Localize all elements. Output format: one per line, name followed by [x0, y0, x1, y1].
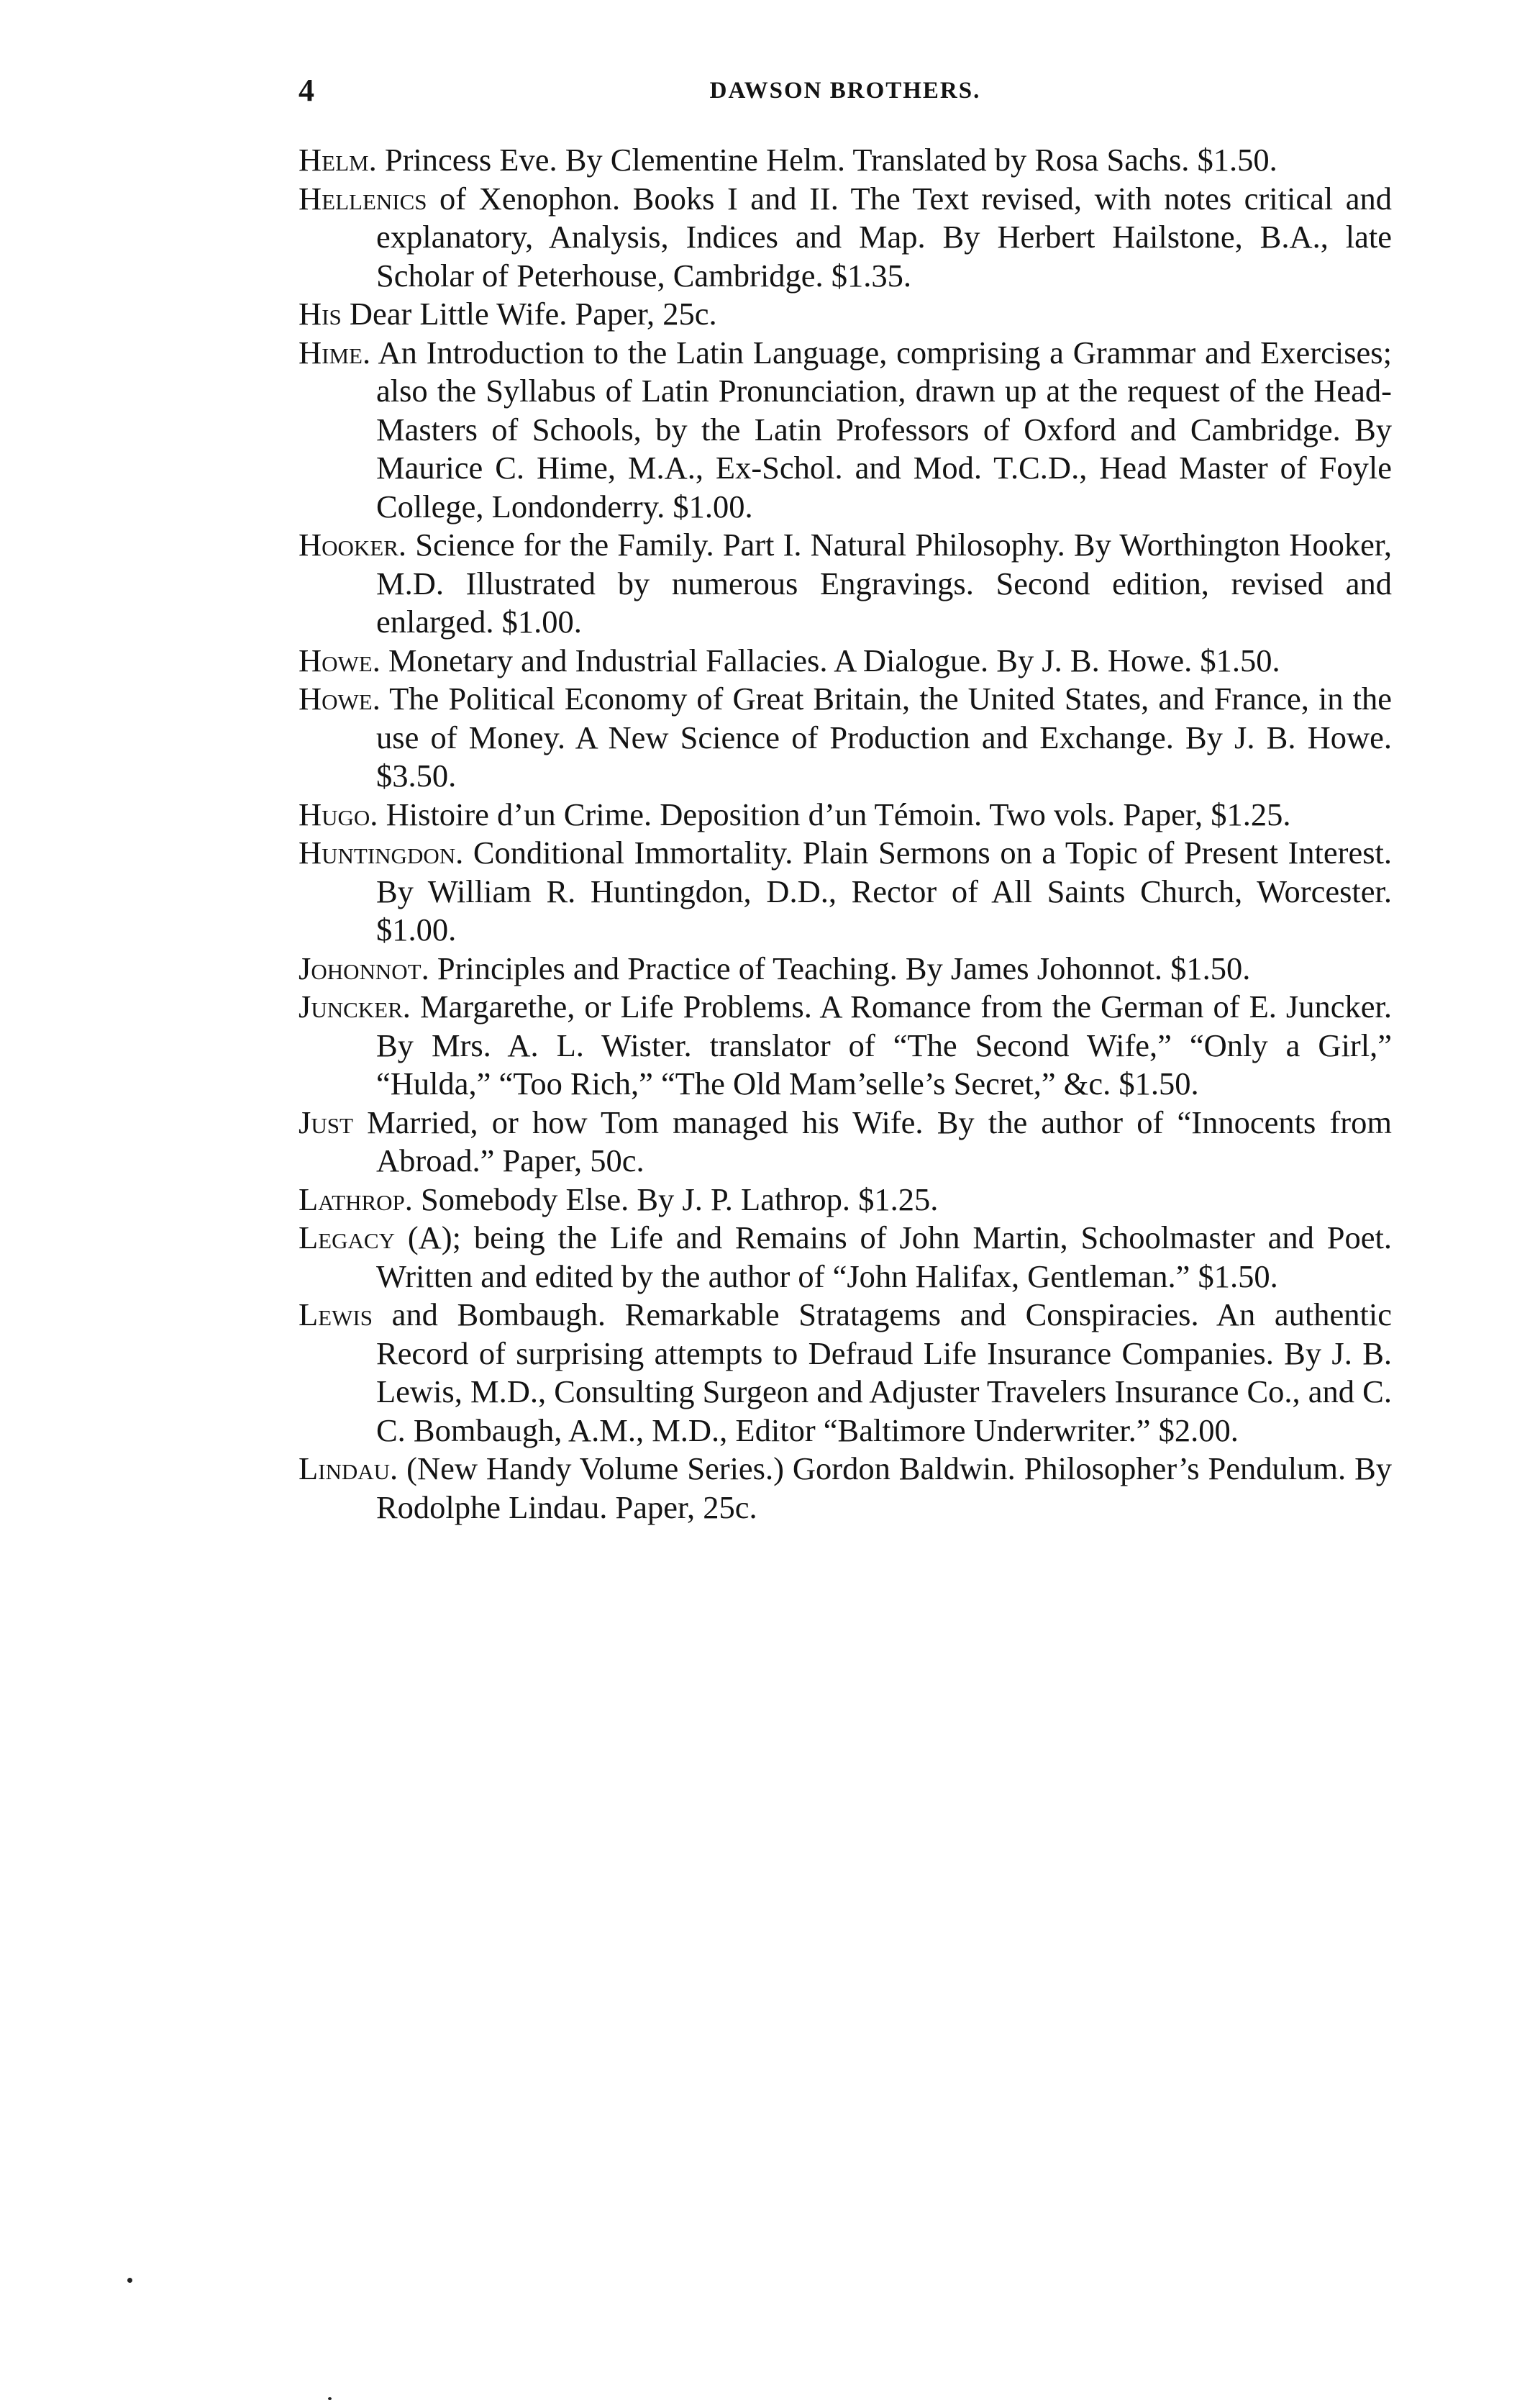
entry-text: Science for the Family. Part I. Natural Philosophy. By Worthington Hooker, M.D. Illustrated by numerous Engravings. Second edition, revised and enlarged. $1.00.: [376, 527, 1392, 640]
catalogue-entry: [299, 180, 1392, 296]
catalogue-entry: [299, 1181, 1392, 1219]
catalogue-entry: [299, 988, 1392, 1104]
catalogue-entry: [299, 796, 1392, 835]
entry-text: Princess Eve. By Clementine Helm. Translated by Rosa Sachs. $1.50.: [376, 142, 1277, 178]
entry-heading: Lewis: [299, 1296, 373, 1332]
entry-text: Dear Little Wife. Paper, 25c.: [341, 296, 717, 332]
catalogue-entry: [299, 526, 1392, 642]
page-number: 4: [299, 73, 314, 108]
page-header: [299, 69, 1392, 112]
entry-text: Monetary and Industrial Fallacies. A Dialogue. By J. B. Howe. $1.50.: [380, 642, 1280, 678]
entry-heading: Helm.: [299, 142, 377, 178]
catalogue-entry: [299, 1296, 1392, 1450]
entry-text: The Political Economy of Great Britain, the United States, and France, in the use of Money. A New Science of Production and Exchange. By J. B. Howe. $3.50.: [376, 681, 1392, 794]
entry-text: Conditional Immortality. Plain Sermons on a Topic of Present Interest. By William R. Huntingdon, D.D., Rector of All Saints Church, Worcester. $1.00.: [376, 835, 1392, 948]
entry-text: An Introduction to the Latin Language, comprising a Grammar and Exercises; also the Syllabus of Latin Pronunciation, drawn up at the request of the Head-Masters of Schools, by the Latin Professors of Oxford and Cambridge. By Maurice C. Hime, M.A., Ex-Schol. and Mod. T.C.D., Head Master of Foyle College, Londonderry. $1.00.: [370, 334, 1392, 524]
catalogue-entry: [299, 642, 1392, 681]
entry-heading: Howe.: [299, 642, 381, 678]
entry-heading: Just: [299, 1104, 353, 1140]
catalogue-entry: [299, 334, 1392, 527]
entry-text: of Xenophon. Books I and II. The Text revised, with notes critical and explanatory, Analysis, Indices and Map. By Herbert Hailstone, B.A., late Scholar of Peterhouse, Cambridge. $1.35.: [376, 180, 1392, 294]
entry-text: Principles and Practice of Teaching. By James Johonnot. $1.50.: [429, 950, 1251, 986]
entry-text: (A); being the Life and Remains of John Martin, Schoolmaster and Poet. Written and edited by the author of “John Halifax, Gentleman.” $1.50.: [376, 1219, 1392, 1294]
catalogue-entry: [299, 141, 1392, 180]
entry-text: and Bombaugh. Remarkable Stratagems and Conspiracies. An authentic Record of surprising attempts to Defraud Life Insurance Companies. By J. B. Lewis, M.D., Consulting Surgeon and Adjuster Travelers Insurance Co., and C. C. Bombaugh, A.M., M.D., Editor “Baltimore Underwriter.” $2.00.: [372, 1296, 1392, 1448]
entry-heading: Hime.: [299, 334, 371, 371]
entry-text: Somebody Else. By J. P. Lathrop. $1.25.: [412, 1181, 939, 1217]
catalogue-entry: [299, 295, 1392, 334]
entry-heading: Huntingdon.: [299, 835, 464, 871]
entry-heading: Hooker.: [299, 527, 407, 563]
entry-heading: Legacy: [299, 1219, 395, 1255]
catalogue-entry: [299, 1219, 1392, 1296]
entry-text: Histoire d’un Crime. Deposition d’un Témoin. Two vols. Paper, $1.25.: [378, 796, 1291, 832]
catalogue-entry: [299, 680, 1392, 796]
catalogue-entry: [299, 1450, 1392, 1527]
catalogue-entries: [299, 141, 1392, 1527]
catalogue-entry: [299, 1104, 1392, 1181]
entry-heading: Lindau.: [299, 1450, 398, 1486]
entry-text: Married, or how Tom managed his Wife. By the author of “Innocents from Abroad.” Paper, 50c.: [352, 1104, 1392, 1178]
catalogue-entry: [299, 950, 1392, 989]
entry-heading: Juncker.: [299, 989, 411, 1024]
entry-heading: His: [299, 296, 342, 332]
ink-speck: [328, 2397, 332, 2400]
entry-heading: Hellenics: [299, 180, 427, 217]
entry-text: (New Handy Volume Series.) Gordon Baldwin. Philosopher’s Pendulum. By Rodolphe Lindau. Paper, 25c.: [376, 1450, 1392, 1525]
entry-heading: Howe.: [299, 681, 381, 717]
catalogue-entry: [299, 834, 1392, 950]
running-title: DAWSON BROTHERS.: [709, 78, 981, 104]
entry-text: Margarethe, or Life Problems. A Romance from the German of E. Juncker. By Mrs. A. L. Wister. translator of “The Second Wife,” “Only a Girl,” “Hulda,” “Too Rich,” “The Old Mam’selle’s Secret,” &c. $1.50.: [376, 989, 1392, 1101]
entry-heading: Hugo.: [299, 796, 378, 832]
entry-heading: Johonnot.: [299, 950, 429, 986]
ink-speck: [127, 2278, 132, 2283]
entry-heading: Lathrop.: [299, 1181, 413, 1217]
